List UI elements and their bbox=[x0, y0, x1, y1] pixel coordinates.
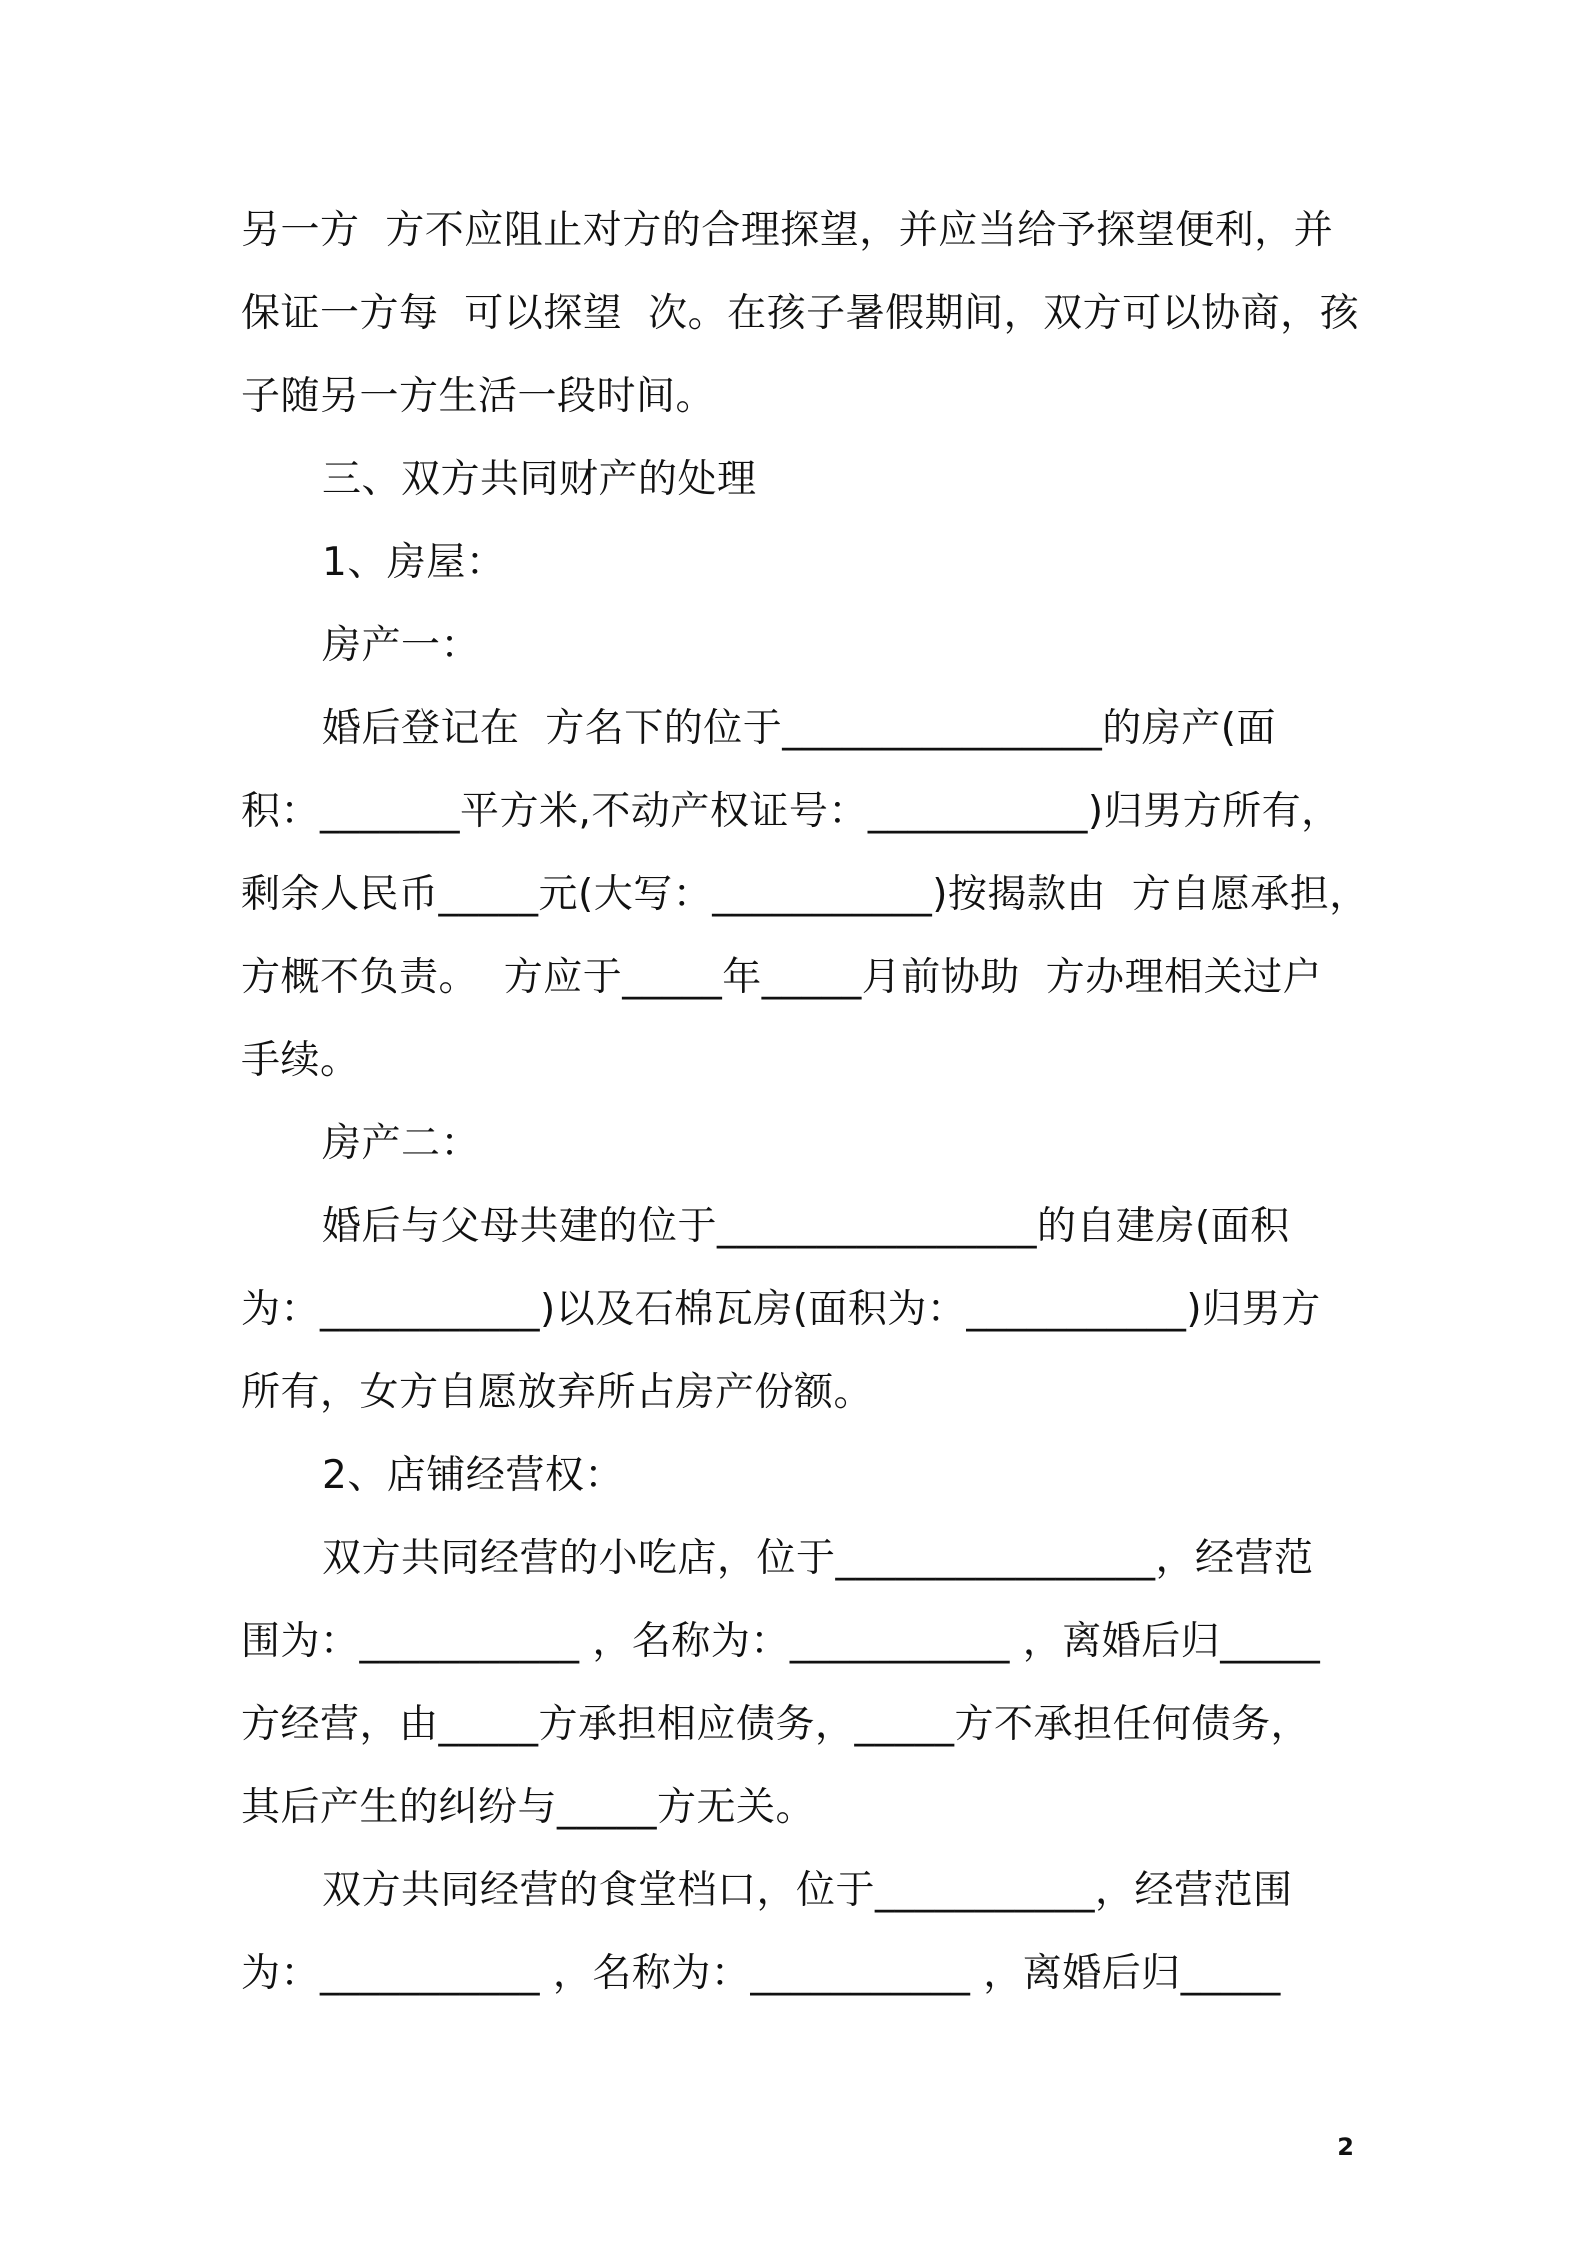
text-line: 所有，女方自愿放弃所占房产份额。 bbox=[241, 1370, 874, 1415]
text-line: 方概不负责。 方应于_____年_____月前协助 方办理相关过户 bbox=[241, 955, 1323, 1000]
text-line: 保证一方每 可以探望 次。在孩子暑假期间，双方可以协商，孩 bbox=[241, 291, 1360, 336]
text-line: 方经营，由_____方承担相应债务，_____方不承担任何债务， bbox=[241, 1702, 1311, 1747]
subsection-heading: 2、店铺经营权： bbox=[322, 1453, 624, 1498]
item-heading: 房产二： bbox=[322, 1121, 481, 1166]
text-line: 另一方 方不应阻止对方的合理探望，并应当给予探望便利，并 bbox=[241, 208, 1334, 253]
text-line: 婚后登记在 方名下的位于________________的房产(面 bbox=[322, 706, 1277, 751]
subsection-heading: 1、房屋： bbox=[322, 540, 506, 585]
text-line: 剩余人民币_____元(大写：___________)按揭款由 方自愿承担， bbox=[241, 872, 1369, 917]
page-number: 2 bbox=[1337, 2133, 1354, 2161]
text-line: 其后产生的纠纷与_____方无关。 bbox=[241, 1785, 816, 1830]
item-heading: 房产一： bbox=[322, 623, 481, 668]
text-line: 婚后与父母共建的位于________________的自建房(面积 bbox=[322, 1204, 1290, 1249]
text-line: 双方共同经营的食堂档口，位于___________，经营范围 bbox=[322, 1868, 1293, 1913]
text-line: 围为：___________ ，名称为：___________ ，离婚后归_____ bbox=[241, 1619, 1321, 1664]
text-line: 子随另一方生活一段时间。 bbox=[241, 374, 716, 419]
text-line: 为：___________)以及石棉瓦房(面积为：___________)归男方 bbox=[241, 1287, 1321, 1332]
text-line: 为：___________ ，名称为：___________ ，离婚后归_____ bbox=[241, 1951, 1281, 1996]
section-heading: 三、双方共同财产的处理 bbox=[322, 457, 757, 502]
text-line: 手续。 bbox=[241, 1038, 360, 1083]
text-line: 双方共同经营的小吃店，位于________________，经营范 bbox=[322, 1536, 1314, 1581]
text-line: 积：_______平方米,不动产权证号：___________)归男方所有， bbox=[241, 789, 1341, 834]
